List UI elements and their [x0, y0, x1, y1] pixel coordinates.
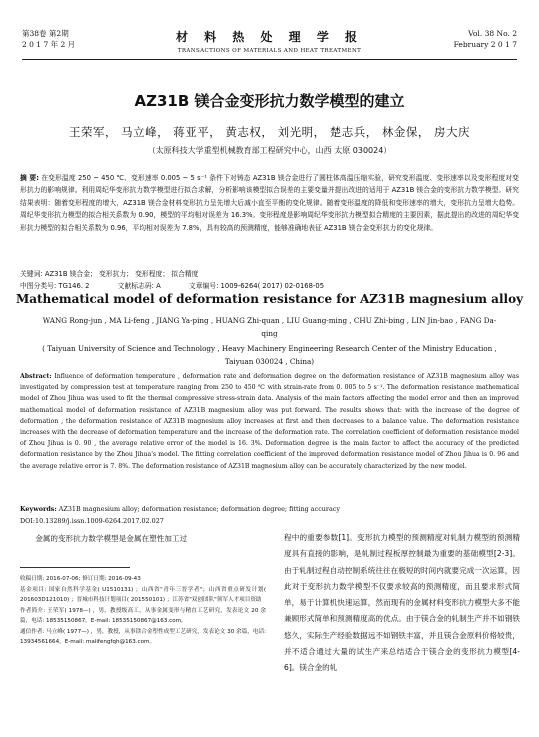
affiliation-en: ( Taiyuan University of Science and Technology , Heavy Machinery Engineering Research Center of the Ministry Education , Taiyuan 030024 , China)	[42, 344, 497, 366]
keywords-cn-label: 关键词:	[20, 270, 43, 278]
doi[interactable]: DOI:10.13289/j.issn.1009-6264.2017.02.027	[20, 517, 164, 525]
footnote-author: 作者简介: 王荣军( 1978—) ，男，教授级高工，从事金属变形与精直工艺研究，发表论文 20 余篇，电话: 18535150867，E-mail: 18535150867@163.com。	[20, 608, 266, 624]
body-right-column	[284, 530, 520, 677]
journal-name-en: TRANSACTIONS OF MATERIALS AND HEAT TREATMENT	[177, 48, 362, 54]
journal-name-cn: 材 料 热 处 理 学 报	[175, 30, 364, 44]
keywords-en	[20, 505, 519, 513]
keywords-en-text: AZ31B magnesium alloy; deformation resistance; deformation degree; fitting accuracy	[58, 505, 340, 513]
footnotes	[20, 574, 266, 648]
body-paragraph: 程中的重要参数[1]。变形抗力模型的预测精度对轧制力模型的预测精度具有直接的影响，是轧制过程板厚控制最为重要的基础模型[2-3]。由于轧制过程自动控制系统往往在极短的时间内就要完成一次运算，因此对于变形抗力数学模型不仅要求较高的预测精度，而且要求形式简单，易于计算机快速运算，然而现有的金属材料变形抗力模型大多不能兼顾形式简单和预测精度高的优点。由于镁合金的轧制生产并不如钢铁悠久，实际生产经验数据远不如钢铁丰富，并且镁合金原料价格较贵，并不适合通过大量的试生产来总结适合于镁合金的变形抗力模型[4-6]。镁合金的轧	[284, 533, 520, 673]
affiliation-cn: （太原科技大学重型机械教育部工程研究中心，山西 太原 030024）	[147, 146, 392, 155]
body-left-column	[20, 532, 266, 546]
volume-issue-cn: 第38卷 第2期	[22, 29, 69, 38]
abstract-en-label: Abstract:	[20, 373, 52, 380]
keywords-en-label: Keywords:	[20, 505, 57, 513]
footnote-fund: 基金项目: 国家自然科学基金( U1510131) ；山西省"青年三晋学者"；山西省重点研发计划( 201603D121010) ；晋城市科技计划项目( 201550101) ；江苏省"双创团队"领军人才项目资助	[20, 587, 266, 603]
classification-line	[20, 280, 519, 290]
document-code: 文献标志码: A	[117, 282, 161, 290]
abstract-en	[20, 371, 519, 472]
volume-issue-en: Vol. 38 No. 2	[468, 29, 517, 38]
abstract-en-text: Influence of deformation temperature , deformation rate and deformation degree on the deformation resistance of AZ31B magnesium alloy was investigated by compression test at temperature ranging from 250 to 450 ℃ with strain-rate from 0. 005 to 5 s⁻¹. The deformation resistance mathematical model of Zhou Jihua was used to fit the thermal compressive stress-strain data. Analysis of the main factors affecting the model error and then an improved mathematical model of deformation resistance of AZ31B magnesium alloy was put forward. The results shows that: with the increase of the degree of deformation , the deformation resistance of AZ31B magnesium alloy increases at first and then decreases to a balance value. The deformation resistance increases with the decrease of deformation temperature and the increase of the deformation rate. The correlation coefficient of deformation resistance model of Zhou Jihua is 0. 90 , the average relative error of the model is 16. 3%. Deformation degree is the main factor to affect the accuracy of the predicted deformation resistance by the Zhou Jihua's model. The fitting correlation coefficient of the improved deformation resistance model of Zhou Jihua is 0. 96 and the average relative error is 7. 8%. The deformation resistance of AZ31B magnesium alloy can be accurately characterized by the new model.	[20, 373, 519, 470]
page-header	[22, 28, 517, 58]
authors-en: WANG Rong-jun , MA Li-feng , JIANG Ya-ping , HUANG Zhi-quan , LIU Guang-ming , CHU Zhi-bing , LIN Jin-bao , FANG Da-qing	[42, 316, 497, 338]
abstract-cn-text: 在变形温度 250 ~ 450 ℃、变形速率 0.005 ~ 5 s⁻¹ 条件下对铸态 AZ31B 镁合金进行了圆柱体高温压缩实验，研究变形温度、变形速率以及变形程度对变形抗力的影响规律。利用周纪华变形抗力数学模型进行拟合求解，分析影响该模型拟合误差的主要变量并提出改进的适用于 AZ31B 镁合金的变形抗力数学模型。研究结果表明：随着变形程度的增大，AZ31B 镁合金材料变形抗力呈先增大后减小直至平衡的变化规律。随着变形温度的降低和变形速率的增大，变形抗力呈增大趋势。周纪华变形抗力模型的拟合相关系数为 0.90，模型的平均相对误差为 16.3%。变形程度是影响周纪华变形抗力模型拟合精度的主要因素，据此提出的改进的周纪华变形抗力模型的拟合相关系数为 0.96，平均相对误差为 7.8%，具有较高的预测精度，能够准确地表征 AZ31B 镁合金变形抗力的变化规律。	[20, 174, 519, 232]
footnote-divider	[20, 567, 130, 568]
article-title-cn: AZ31B 镁合金变形抗力数学模型的建立	[134, 92, 405, 110]
footnote-dates: 收稿日期: 2016-07-06; 修订日期: 2016-09-43	[20, 576, 141, 582]
keywords-cn	[20, 268, 519, 278]
article-title-en: Mathematical model of deformation resistance for AZ31B magnesium alloy	[15, 292, 524, 306]
header-divider	[22, 59, 517, 60]
footnote-corresponding: 通信作者: 马立峰( 1977—) ，男，教授，从事镁合金塑性成型工艺研究，发表论文 30 余篇，电话: 13934561664，E-mail: malifengfqh@163.com。	[20, 629, 266, 645]
clc-number: 中图分类号: TG146. 2	[20, 282, 90, 290]
authors-cn: 王荣军， 马立峰， 蒋亚平， 黄志权， 刘光明， 楚志兵， 林金保， 房大庆	[68, 125, 471, 139]
header-center	[22, 28, 517, 54]
keywords-cn-text: AZ31B 镁合金； 变形抗力； 变形程度； 拟合精度	[44, 270, 199, 278]
abstract-cn	[20, 172, 519, 234]
intro-paragraph: 金属的变形抗力数学模型是金属在塑性加工过	[35, 534, 188, 543]
date-cn: 2 0 1 7 年 2 月	[22, 40, 76, 49]
article-number: 文章编号: 1009-6264( 2017) 02-0168-05	[188, 282, 325, 290]
header-right	[454, 28, 517, 50]
date-en: February 2 0 1 7	[453, 40, 517, 49]
abstract-cn-label: 摘 要:	[20, 174, 39, 182]
